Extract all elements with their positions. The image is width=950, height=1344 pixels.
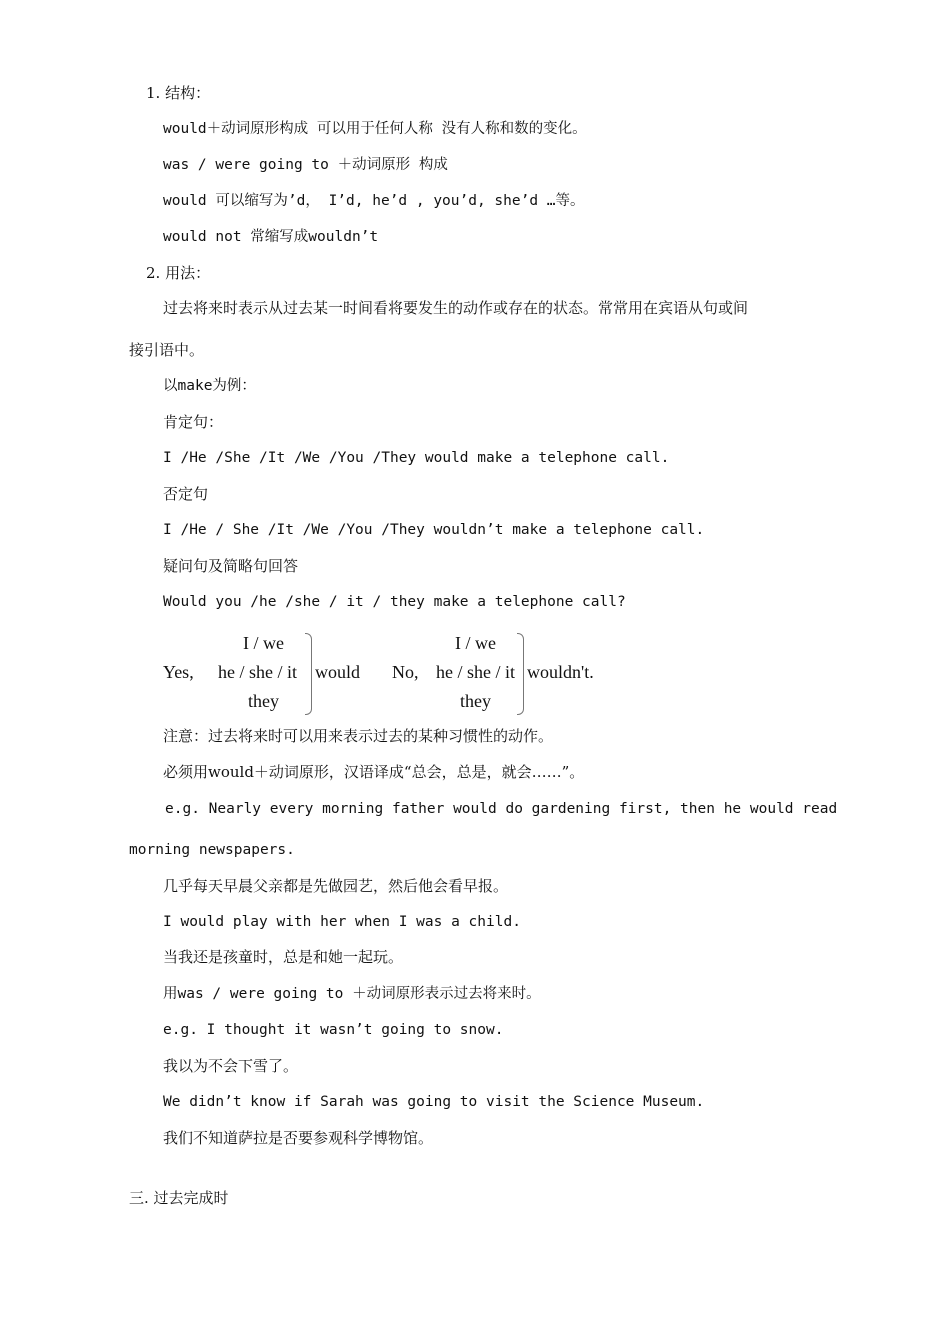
no-verb: wouldn't. [527, 662, 594, 682]
usage-paragraph-line-2: 接引语中。 [129, 341, 205, 359]
structure-line-1: would＋动词原形构成 可以用于任何人称 没有人称和数的变化。 [163, 121, 587, 137]
example-1-translation: 几乎每天早晨父亲都是先做园艺，然后他会看早报。 [163, 877, 509, 895]
no-pronoun-line-3: they [460, 691, 491, 711]
example-intro: 以make为例： [163, 378, 256, 394]
yes-verb: would [315, 662, 360, 682]
yes-pronoun-line-3: they [248, 691, 279, 711]
usage-paragraph-line-1: 过去将来时表示从过去某一时间看将要发生的动作或存在的状态。常常用在宾语从句或间 [163, 299, 749, 317]
no-pronoun-line-1: I / we [455, 633, 496, 653]
structure-line-3: would 可以缩写为’d， I’d, he’d , you’d, she’d …等。 [163, 193, 585, 209]
example-4: We didn’t know if Sarah was going to visit the Science Museum. [163, 1094, 705, 1110]
yes-brace [305, 633, 312, 715]
example-3-translation: 我以为不会下雪了。 [163, 1057, 299, 1075]
yes-pronoun-line-2: he / she / it [218, 662, 297, 682]
no-brace [517, 633, 524, 715]
example-3: e.g. I thought it wasn’t going to snow. [163, 1022, 504, 1038]
negative-label: 否定句 [163, 485, 209, 503]
yes-pronoun-line-1: I / we [243, 633, 284, 653]
example-4-translation: 我们不知道萨拉是否要参观科学博物馆。 [163, 1129, 434, 1147]
negative-sentence: I /He / She /It /We /You /They wouldn’t make a telephone call. [163, 522, 705, 538]
example-1-line-2: morning newspapers. [129, 842, 295, 858]
structure-line-2: was / were going to ＋动词原形 构成 [163, 157, 448, 173]
section-2-heading: 2. 用法： [146, 264, 211, 282]
structure-line-4: would not 常缩写成wouldn’t [163, 229, 379, 245]
section-1-heading: 1. 结构： [146, 84, 211, 102]
section-3-heading: 三. 过去完成时 [129, 1189, 229, 1207]
question-label: 疑问句及简略句回答 [163, 557, 299, 575]
note-line-2: 必须用would＋动词原形，汉语译成“总会，总是，就会……”。 [163, 763, 585, 781]
note-line-1: 注意：过去将来时可以用来表示过去的某种习惯性的动作。 [163, 727, 554, 745]
example-1-line-1: e.g. Nearly every morning father would do gardening first, then he would read [165, 801, 838, 817]
example-2-translation: 当我还是孩童时，总是和她一起玩。 [163, 948, 404, 966]
no-pronoun-line-2: he / she / it [436, 662, 515, 682]
affirmative-label: 肯定句： [163, 413, 224, 431]
affirmative-sentence: I /He /She /It /We /You /They would make a telephone call. [163, 450, 670, 466]
no-word: No, [392, 662, 419, 682]
example-2: I would play with her when I was a child. [163, 914, 521, 930]
yes-word: Yes, [163, 662, 194, 682]
question-sentence: Would you /he /she / it / they make a telephone call? [163, 594, 626, 610]
note-line-3: 用was / were going to ＋动词原形表示过去将来时。 [163, 986, 541, 1002]
